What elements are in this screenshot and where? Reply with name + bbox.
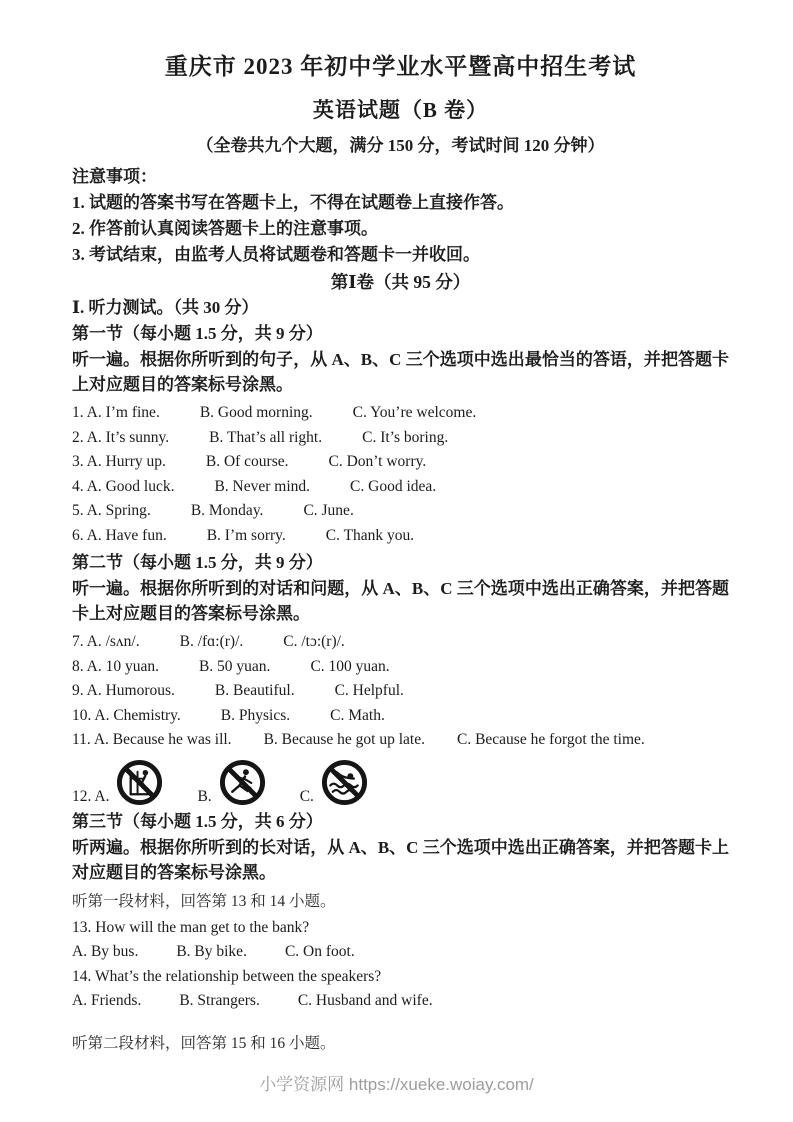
q8-option-b: B. 50 yuan. [198,657,271,675]
q4-option-b: B. Never mind. [214,477,311,495]
question-row-6 [72,524,729,549]
q2-option-b: B. That’s all right. [209,428,323,446]
paper-title: 重庆市 2023 年初中学业水平暨高中招生考试 [164,54,637,79]
part1-questions [72,401,729,548]
q3-option-a: 3. A. Hurry up. [72,453,166,470]
q2-option-c: C. It’s boring. [362,428,449,446]
question-row-8 [72,655,729,680]
part3-heading: 第三节（每小题 1.5 分，共 6 分） [72,811,323,831]
q5-option-b: B. Monday. [190,502,264,519]
notice-item-2: 2. 作答前认真阅读答题卡上的注意事项。 [72,219,378,238]
material1-note: 听第一段材料，回答第 13 和 14 小题。 [72,892,336,910]
q14-options [72,989,729,1014]
question-row-1 [72,401,729,426]
q5-option-c: C. June. [303,502,354,519]
question-row-4 [72,475,729,500]
notice-item-3: 3. 考试结束，由监考人员将试题卷和答题卡一并收回。 [72,245,480,264]
question-row-10 [72,704,729,729]
site-watermark: 小学资源网 https://xueke.woiay.com/ [259,1075,534,1094]
part2-instruction: 听一遍。根据你所听到的对话和问题，从 A、B、C 三个选项中选出正确答案，并把答题卡上对应题目的答案标号涂黑。 [72,579,729,623]
q3-option-b: B. Of course. [205,453,289,470]
question-row-2 [72,426,729,451]
volume-heading: 第Ⅰ卷（共 95 分） [330,272,471,292]
no-swimming-icon [321,759,368,806]
q6-option-b: B. I’m sorry. [206,526,286,544]
paper-meta-line: （全卷共九个大题，满分 150 分，考试时间 120 分钟） [196,136,605,155]
q3-option-c: C. Don’t worry. [328,453,427,470]
q10-option-c: C. Math. [330,706,385,724]
q11-option-c: C. Because he forgot the time. [456,731,645,748]
q12-option-a-label: 12. A. [72,787,110,805]
question-row-11 [72,728,729,753]
q11-option-a: 11. A. Because he was ill. [72,731,232,748]
q6-option-c: C. Thank you. [325,526,415,544]
q12-option-c-label: C. [299,787,314,805]
question-row-3 [72,450,729,475]
q1-option-b: B. Good morning. [199,404,313,421]
question-row-12 [72,755,729,807]
q11-option-b: B. Because he got up late. [263,731,425,748]
q6-option-a: 6. A. Have fun. [72,526,167,544]
q8-option-a: 8. A. 10 yuan. [72,657,159,675]
q1-option-a: 1. A. I’m fine. [72,404,160,421]
q10-option-b: B. Physics. [220,706,291,724]
no-running-icon [219,759,266,806]
q9-option-a: 9. A. Humorous. [72,682,175,699]
q10-option-a: 10. A. Chemistry. [72,706,181,724]
q7-option-a: 7. A. /sʌn/. [72,633,140,650]
q13-option-b: B. By bike. [176,943,247,960]
q4-option-c: C. Good idea. [350,477,437,495]
q13-option-a: A. By bus. [72,943,139,960]
paper-subtitle: 英语试题（B 卷） [312,98,489,122]
q5-option-a: 5. A. Spring. [72,502,151,519]
q7-option-c: C. /tɔ:(r)/. [283,633,345,650]
q13-options [72,940,729,965]
question-row-9 [72,679,729,704]
part1-instruction: 听一遍。根据你所听到的句子，从 A、B、C 三个选项中选出最恰当的答语，并把答题卡上对应题目的答案标号涂黑。 [72,350,729,394]
q9-option-c: C. Helpful. [334,682,404,699]
part2-heading: 第二节（每小题 1.5 分，共 9 分） [72,553,323,572]
q14-option-c: C. Husband and wife. [297,992,433,1009]
q2-option-a: 2. A. It’s sunny. [72,428,170,446]
q1-option-c: C. You’re welcome. [352,404,477,421]
question-row-5 [72,499,729,524]
part2-questions [72,630,729,807]
q7-option-b: B. /fɑ:(r)/. [179,633,244,650]
notice-item-1: 1. 试题的答案书写在答题卡上，不得在试题卷上直接作答。 [72,193,514,212]
no-climbing-icon [116,759,163,806]
notice-heading: 注意事项： [72,167,157,186]
q4-option-a: 4. A. Good luck. [72,477,175,495]
q8-option-c: C. 100 yuan. [310,657,390,675]
question-row-7 [72,630,729,655]
q13-stem: 13. How will the man get to the bank? [72,918,310,936]
listening-heading: Ⅰ. 听力测试。（共 30 分） [72,298,259,317]
q14-stem: 14. What’s the relationship between the speakers? [72,967,382,985]
q13-option-c: C. On foot. [284,943,355,960]
q9-option-b: B. Beautiful. [214,682,295,699]
part1-heading: 第一节（每小题 1.5 分，共 9 分） [72,324,323,343]
q14-option-b: B. Strangers. [179,992,260,1009]
q12-option-b-label: B. [197,787,212,805]
material2-note: 听第二段材料，回答第 15 和 16 小题。 [72,1034,336,1052]
part3-instruction: 听两遍。根据你所听到的长对话，从 A、B、C 三个选项中选出正确答案，并把答题卡上对应题目的答案标号涂黑。 [72,837,729,882]
q14-option-a: A. Friends. [72,992,142,1009]
